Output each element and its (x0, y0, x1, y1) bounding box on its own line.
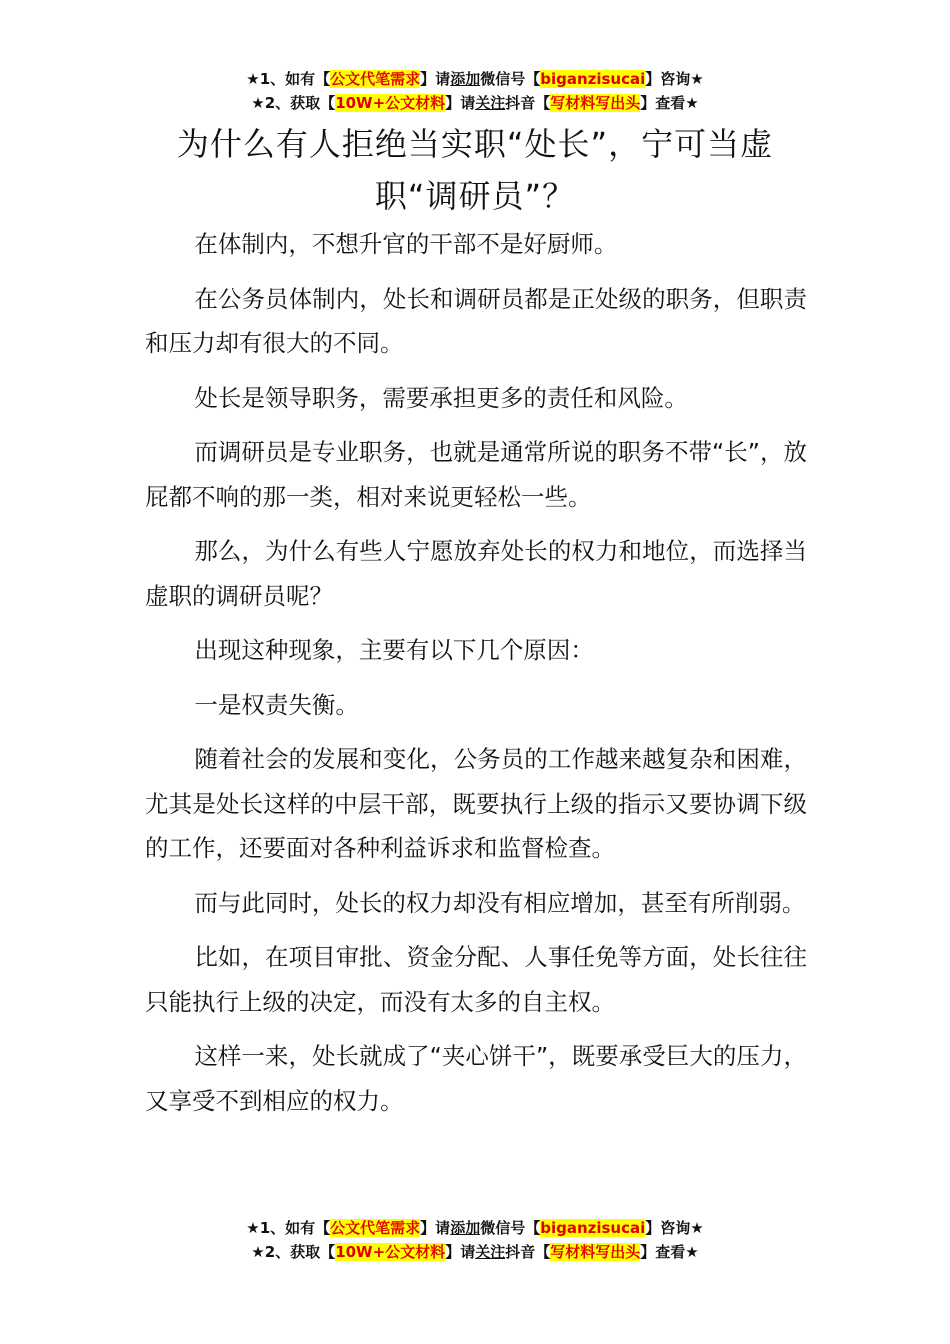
underlined-text: 关注 (475, 94, 506, 112)
footer-banner (0, 1216, 950, 1264)
footer-banner-line-1 (0, 1216, 950, 1240)
banner-text: 】请 (445, 94, 476, 112)
paragraph: 随着社会的发展和变化，公务员的工作越来越复杂和困难，尤其是处长这样的中层干部，既要执行上级的指示又要协调下级的工作，还要面对各种利益诉求和监督检查。 (145, 745, 807, 862)
paragraph: 那么，为什么有些人宁愿放弃处长的权力和地位，而选择当虚职的调研员呢？ (145, 537, 807, 610)
banner-text: 抖音【 (505, 94, 551, 112)
underlined-text: 添加 (450, 70, 481, 88)
paragraph: 这样一来，处长就成了“夹心饼干”，既要承受巨大的压力，又享受不到相应的权力。 (145, 1042, 807, 1115)
paragraph: 而与此同时，处长的权力却没有相应增加，甚至有所削弱。 (194, 888, 806, 917)
douyin-account: 写材料写出头 (550, 94, 641, 112)
banner-text: 】查看★ (640, 94, 699, 112)
banner-text: ★1、如有【 (246, 1219, 331, 1237)
paragraph: 比如，在项目审批、资金分配、人事任免等方面，处长往往只能执行上级的决定，而没有太多的自主权。 (145, 943, 807, 1016)
footer-banner-line-2 (0, 1240, 950, 1264)
article-title: 为什么有人拒绝当实职“处长”，宁可当虚职“调研员”？ (176, 125, 774, 215)
header-banner-line-2 (0, 91, 950, 115)
wechat-id: biganzisucai (540, 70, 646, 88)
paragraph: 而调研员是专业职务，也就是通常所说的职务不带“长”，放屁都不响的那一类，相对来说更轻松一些。 (145, 438, 807, 511)
header-banner (0, 67, 950, 115)
article-body (145, 222, 807, 1133)
header-banner-line-1 (0, 67, 950, 91)
banner-text: 抖音【 (505, 1243, 551, 1261)
paragraph: 在公务员体制内，处长和调研员都是正处级的职务，但职责和压力却有很大的不同。 (145, 284, 807, 357)
douyin-account: 写材料写出头 (550, 1243, 641, 1261)
wechat-id: biganzisucai (540, 1219, 646, 1237)
banner-text: ★1、如有【 (246, 70, 331, 88)
highlight-text: 10W+公文材料 (335, 94, 446, 112)
banner-text: 】咨询★ (645, 70, 704, 88)
highlight-text: 公文代笔需求 (330, 1219, 421, 1237)
banner-text: 】查看★ (640, 1243, 699, 1261)
banner-text: ★2、获取【 (251, 94, 336, 112)
paragraph: 处长是领导职务，需要承担更多的责任和风险。 (194, 383, 688, 412)
paragraph: 在体制内，不想升官的干部不是好厨师。 (194, 230, 618, 258)
banner-text: 】咨询★ (645, 1219, 704, 1237)
underlined-text: 关注 (475, 1243, 506, 1261)
banner-text: 微信号【 (480, 70, 541, 88)
banner-text: 】请 (420, 70, 451, 88)
banner-text: 】请 (445, 1243, 476, 1261)
highlight-text: 公文代笔需求 (330, 70, 421, 88)
paragraph: 出现这种现象，主要有以下几个原因： (194, 636, 594, 664)
banner-text: 微信号【 (480, 1219, 541, 1237)
underlined-text: 添加 (450, 1219, 481, 1237)
banner-text: 】请 (420, 1219, 451, 1237)
paragraph: 一是权责失衡。 (194, 690, 359, 719)
banner-text: ★2、获取【 (251, 1243, 336, 1261)
highlight-text: 10W+公文材料 (335, 1243, 446, 1261)
